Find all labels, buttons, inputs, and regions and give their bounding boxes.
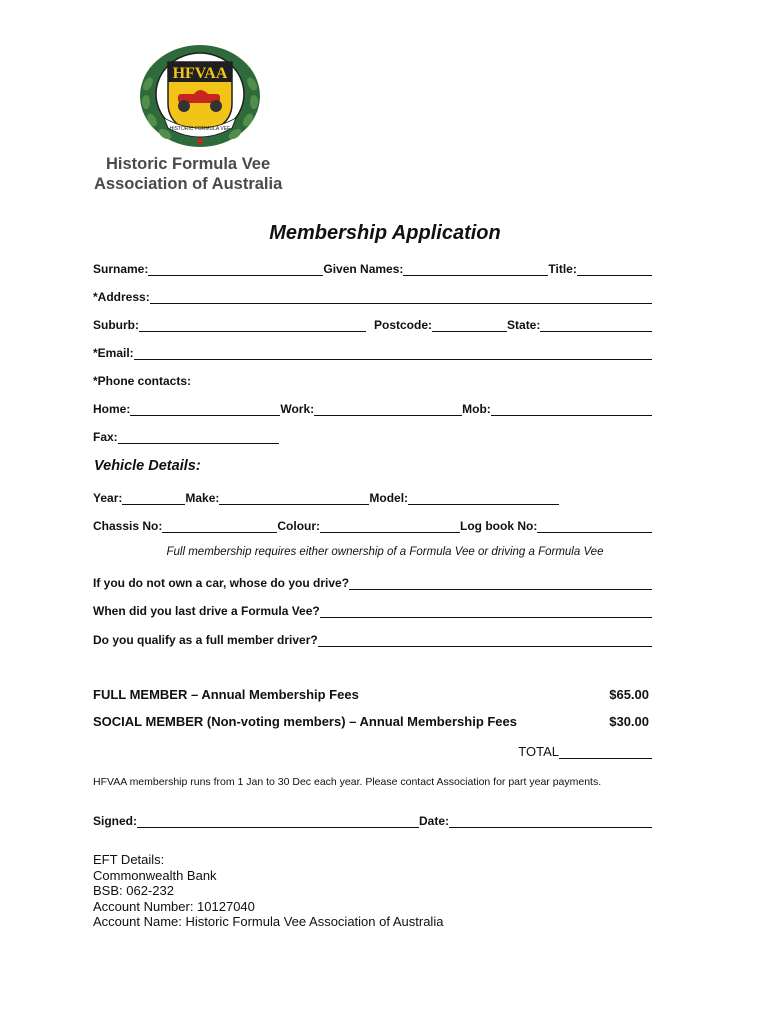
eft-account-number: Account Number: 10127040 (93, 898, 255, 914)
social-member-fee-row (93, 714, 649, 729)
email-field[interactable] (134, 347, 652, 360)
q2-row (93, 602, 652, 618)
surname-field[interactable] (148, 263, 323, 276)
logbook-label: Log book No: (460, 519, 538, 533)
make-field[interactable] (219, 492, 369, 505)
fax-row (93, 428, 279, 444)
address-field[interactable] (150, 291, 652, 304)
year-field[interactable] (122, 492, 185, 505)
eft-bsb: BSB: 062-232 (93, 883, 174, 898)
form-title: Membership Application (269, 222, 501, 244)
colour-label: Colour: (277, 519, 321, 533)
full-membership-note: Full membership requires either ownership of a Formula Vee or driving a Formula Vee (166, 546, 604, 558)
full-member-label: FULL MEMBER – Annual Membership Fees (93, 687, 359, 702)
chassis-field[interactable] (162, 520, 277, 533)
state-field[interactable] (540, 319, 652, 332)
date-field[interactable] (449, 815, 652, 828)
q2-field[interactable] (320, 605, 652, 618)
phone-row (93, 400, 652, 416)
fax-label: Fax: (93, 430, 118, 444)
logo-text: HFVAA (172, 65, 228, 82)
postcode-field[interactable] (432, 319, 507, 332)
full-member-amount: $65.00 (609, 687, 649, 702)
work-label: Work: (280, 402, 315, 416)
address-row (93, 288, 652, 304)
fax-field[interactable] (118, 431, 279, 444)
make-label: Make: (185, 491, 220, 505)
q3-field[interactable] (318, 634, 652, 647)
logbook-field[interactable] (537, 520, 652, 533)
suburb-label: Suburb: (93, 318, 139, 332)
organisation-name (94, 154, 282, 194)
name-row (93, 260, 652, 276)
q1-label: If you do not own a car, whose do you drive? (93, 576, 350, 590)
membership-period-note: HFVAA membership runs from 1 Jan to 30 Dec each year. Please contact Association for part year payments. (93, 776, 602, 788)
full-member-fee-row (93, 687, 649, 702)
logo-ribbon: HISTORIC FORMULA VEE (169, 126, 231, 132)
home-label: Home: (93, 402, 131, 416)
given-names-label: Given Names: (323, 262, 404, 276)
home-field[interactable] (130, 403, 280, 416)
title-label: Title: (548, 262, 577, 276)
mob-label: Mob: (462, 402, 491, 416)
q1-row (93, 574, 652, 590)
work-field[interactable] (314, 403, 462, 416)
vehicle-details-heading: Vehicle Details: (94, 458, 201, 474)
eft-account-name: Account Name: Historic Formula Vee Association of Australia (93, 914, 444, 929)
email-row (93, 344, 652, 360)
model-label: Model: (369, 491, 409, 505)
phone-contacts-label: *Phone contacts: (93, 374, 192, 388)
org-line-1: Historic Formula Vee (106, 155, 271, 173)
colour-field[interactable] (320, 520, 460, 533)
vehicle-row (93, 489, 559, 505)
social-member-amount: $30.00 (609, 714, 649, 729)
q2-label: When did you last drive a Formula Vee? (93, 604, 320, 618)
social-member-label: SOCIAL MEMBER (Non-voting members) – Annual Membership Fees (93, 714, 517, 729)
suburb-field[interactable] (139, 319, 366, 332)
signed-label: Signed: (93, 814, 137, 828)
hfvaa-logo (138, 44, 262, 148)
total-row (518, 744, 652, 759)
eft-details (93, 852, 443, 930)
eft-bank: Commonwealth Bank (93, 867, 217, 883)
signed-field[interactable] (137, 815, 419, 828)
date-label: Date: (419, 814, 450, 828)
title-field[interactable] (577, 263, 652, 276)
total-field[interactable] (559, 746, 652, 759)
suburb-row (93, 316, 652, 332)
address-label: *Address: (93, 290, 150, 304)
eft-heading: EFT Details: (93, 852, 165, 867)
surname-label: Surname: (93, 262, 149, 276)
org-line-2: Association of Australia (94, 175, 283, 193)
q3-label: Do you qualify as a full member driver? (93, 633, 318, 647)
email-label: *Email: (93, 346, 134, 360)
year-label: Year: (93, 491, 123, 505)
given-names-field[interactable] (403, 263, 548, 276)
q1-field[interactable] (349, 577, 652, 590)
state-label: State: (507, 318, 541, 332)
mob-field[interactable] (491, 403, 652, 416)
total-label: TOTAL (518, 744, 559, 759)
chassis-label: Chassis No: (93, 519, 163, 533)
q3-row (93, 631, 652, 647)
phone-contacts-row (93, 372, 652, 388)
model-field[interactable] (408, 492, 559, 505)
postcode-label: Postcode: (374, 318, 433, 332)
chassis-row (93, 517, 652, 533)
signature-row (93, 812, 652, 828)
